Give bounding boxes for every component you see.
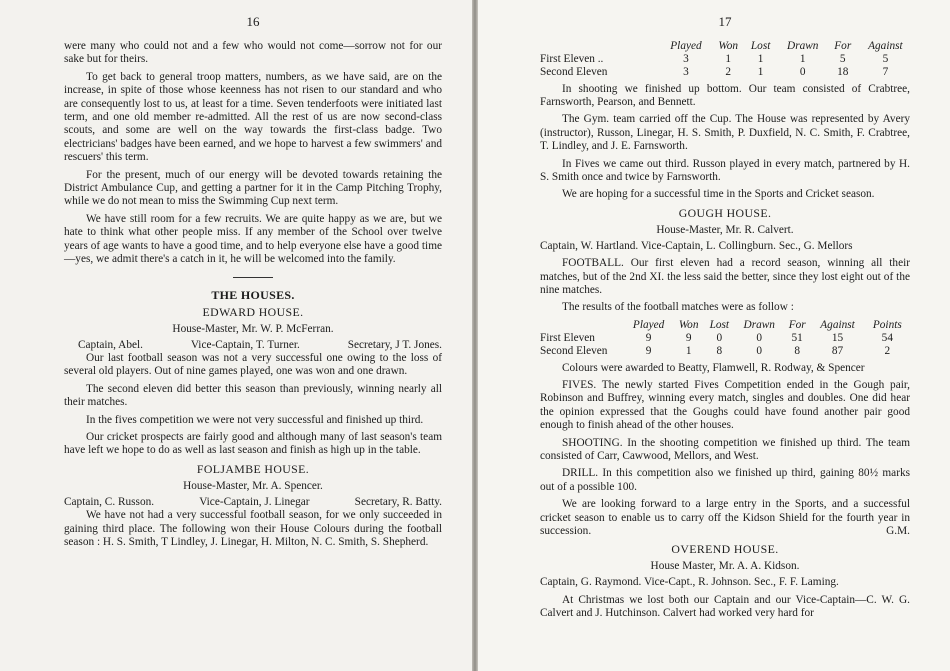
vice-captain: Vice-Captain, J. Linegar — [199, 495, 310, 508]
paragraph: FIVES. The newly started Fives Competition ended in the Gough pair, Robinson and Buffrey, winning every match, singles and doubles. One did hear the opinion expressed that the Goughs could have found another pair good enough to finish ahead of the other houses. — [540, 378, 910, 432]
table-cell: 0 — [716, 332, 723, 345]
paragraph: In shooting we finished up bottom. Our team consisted of Crabtree, Farnsworth, Pearson, and Bennett. — [540, 82, 910, 109]
table-cell: 0 — [756, 345, 763, 358]
paragraph: SHOOTING. In the shooting competition we finished up third. The team consisted of Carr, Cawwood, Mellors, and West. — [540, 436, 910, 462]
team-name: First Eleven .. — [540, 53, 604, 66]
team-name: Second Eleven — [540, 66, 608, 79]
house-officers — [64, 496, 442, 509]
team-name: Second Eleven — [540, 345, 608, 358]
table-cell: 1 — [725, 53, 732, 66]
paragraph: We have not had a very successful football season, for we only succeeded in gaining third place. The following won their House Colours during the football season : H. S. Smith, T Lindley, J. Linegar, H. Milton, N. C. Smith, S. Shepherd. — [64, 509, 442, 548]
table-cell: 9 — [645, 345, 652, 358]
table-cell: 18 — [837, 66, 849, 79]
table-cell: 8 — [794, 345, 800, 358]
house-heading: FOLJAMBE HOUSE. — [196, 461, 310, 476]
secretary: Secretary, R. Batty. — [354, 495, 442, 508]
column-header: Drawn — [787, 40, 819, 52]
house-heading: OVEREND HOUSE. — [671, 542, 779, 557]
column-header: Lost — [709, 318, 730, 331]
paragraph: Colours were awarded to Beatty, Flamwell, R. Rodway, & Spencer — [562, 361, 865, 374]
captain: Captain, C. Russon. — [64, 495, 155, 508]
right-page — [478, 0, 950, 671]
paragraph: In the fives competition we were not very successful and finished up third. — [86, 413, 424, 426]
house-officers: Captain, G. Raymond. Vice-Capt., R. Johnson. Sec., F. F. Laming. — [540, 576, 839, 589]
paragraph: The second eleven did better this season than previously, winning nearly all their matches. — [64, 382, 442, 409]
paragraph: For the present, much of our energy will be devoted towards retaining the District Ambulance Cup, and getting a partner for it in the Camp Pitching Trophy, while we do not mean to miss the Swimming Cup next term. — [64, 168, 442, 208]
table-cell: 2 — [725, 66, 732, 79]
column-header: Against — [868, 40, 903, 52]
table-cell: 3 — [683, 53, 689, 66]
table-cell: 54 — [881, 332, 893, 345]
team-name: First Eleven — [540, 332, 595, 345]
table-row — [540, 332, 910, 345]
table-row — [540, 53, 914, 66]
table-cell: 1 — [757, 66, 764, 79]
table-cell: 0 — [756, 332, 763, 345]
table-cell: 9 — [645, 332, 652, 345]
section-heading: THE HOUSES. — [211, 287, 295, 302]
table-cell: 0 — [799, 66, 806, 79]
house-master: House Master, Mr. A. A. Kidson. — [650, 560, 800, 573]
table-cell: 15 — [831, 332, 844, 345]
house-heading: GOUGH HOUSE. — [678, 205, 772, 220]
secretary: Secretary, J T. Jones. — [347, 338, 442, 351]
paragraph: We are looking forward to a large entry in the Sports, and a successful cricket season to enable us to carry off the Kidson Shield for the fourth year in succession. — [540, 498, 910, 537]
paragraph: To get back to general troop matters, numbers, as we have said, are on the increase, in spite of those whose keenness has not risen to our standard and who are consequently lost to us, at least for a time. Seven tenderfoots were initiated last term, and one old member re-admitted. All the rest of us are now second-class scouts, and some are well on the way towards the first-class badge. Two electricians' badges have been earned, and we hope to harvest a few swimmers' and rescuers' this term. — [64, 70, 442, 164]
section-divider — [233, 277, 273, 278]
paragraph: We are hoping for a successful time in the Sports and Cricket season. — [562, 188, 875, 201]
column-header: Drawn — [743, 318, 775, 331]
house-master: House-Master, Mr. W. P. McFerran. — [172, 322, 334, 335]
table-cell: 51 — [791, 332, 803, 345]
table-row — [540, 345, 910, 358]
column-header: For — [788, 318, 806, 331]
paragraph: Our last football season was not a very successful one owing to the loss of several old players. Out of nine games played, one was won and one drawn. — [64, 351, 442, 378]
signature-initials: G.M. — [886, 525, 910, 538]
results-table — [540, 319, 910, 359]
column-header: For — [834, 40, 852, 52]
table-cell: 87 — [831, 345, 844, 358]
page-number: 16 — [246, 14, 260, 29]
paragraph: In Fives we came out third. Russon played in every match, partnered by H. S. Smith once and twice by Farnsworth. — [540, 157, 910, 184]
table-header-row — [540, 40, 914, 53]
table-cell: 1 — [685, 345, 692, 358]
table-cell: 8 — [716, 345, 723, 358]
results-table — [540, 40, 914, 80]
table-cell: 1 — [757, 53, 764, 66]
page-number: 17 — [718, 14, 732, 29]
column-header: Played — [670, 40, 702, 52]
table-cell: 9 — [685, 332, 692, 345]
table-cell: 5 — [839, 53, 846, 66]
table-row — [540, 66, 914, 79]
column-header: Points — [872, 318, 902, 331]
table-cell: 5 — [882, 53, 889, 66]
house-officers — [64, 339, 442, 352]
paragraph: Our cricket prospects are fairly good and although many of last season's team have left we hope to do as well as last season and finish as high up in the table. — [64, 430, 442, 457]
column-header: Played — [632, 318, 665, 331]
left-page — [0, 0, 472, 671]
paragraph: FOOTBALL. Our first eleven had a record season, winning all their matches, but of the 2nd XI. the less said the better, since they lost eight out of the nine matches. — [540, 257, 910, 297]
paragraph: The Gym. team carried off the Cup. The House was represented by Avery (instructor), Russon, Linegar, H. S. Smith, P. Duxfield, N. C. Smith, F. Crabtree, T. Lindley, and J. E. Farnsworth. — [540, 113, 910, 153]
paragraph: We have still room for a few recruits. We are quite happy as we are, but we hate to think what other people miss. If any member of the School over twelve years of age wants to have a good time, and to help everyone else have a good time—yes, we admit there's a catch in it, he will be welcomed into the family. — [64, 212, 442, 266]
paragraph: were many who could not and a few who would not come—sorrow not for our sake but for theirs. — [64, 40, 442, 66]
paragraph: The results of the football matches were as follow : — [562, 301, 794, 314]
vice-captain: Vice-Captain, T. Turner. — [190, 338, 300, 351]
column-header: Won — [718, 40, 739, 52]
table-cell: 3 — [683, 66, 689, 79]
paragraph: DRILL. In this competition also we finished up third, gaining 80½ marks out of a possible 100. — [540, 467, 910, 493]
house-master: House-Master, Mr. A. Spencer. — [183, 479, 323, 492]
house-master: House-Master, Mr. R. Calvert. — [656, 223, 794, 236]
column-header: Won — [678, 318, 699, 331]
column-header: Lost — [750, 40, 771, 52]
table-header-row — [540, 319, 910, 332]
house-heading: EDWARD HOUSE. — [202, 304, 304, 319]
table-cell: 1 — [799, 53, 806, 66]
table-cell: 2 — [884, 345, 891, 358]
paragraph: At Christmas we lost both our Captain and our Vice-Captain—C. W. G. Calvert and J. Hutchinson. Calvert had worked very hard for — [540, 593, 910, 620]
captain: Captain, Abel. — [78, 338, 143, 351]
table-cell: 7 — [882, 66, 889, 79]
column-header: Against — [820, 318, 855, 331]
house-officers: Captain, W. Hartland. Vice-Captain, L. Collingburn. Sec., G. Mellors — [540, 239, 853, 252]
